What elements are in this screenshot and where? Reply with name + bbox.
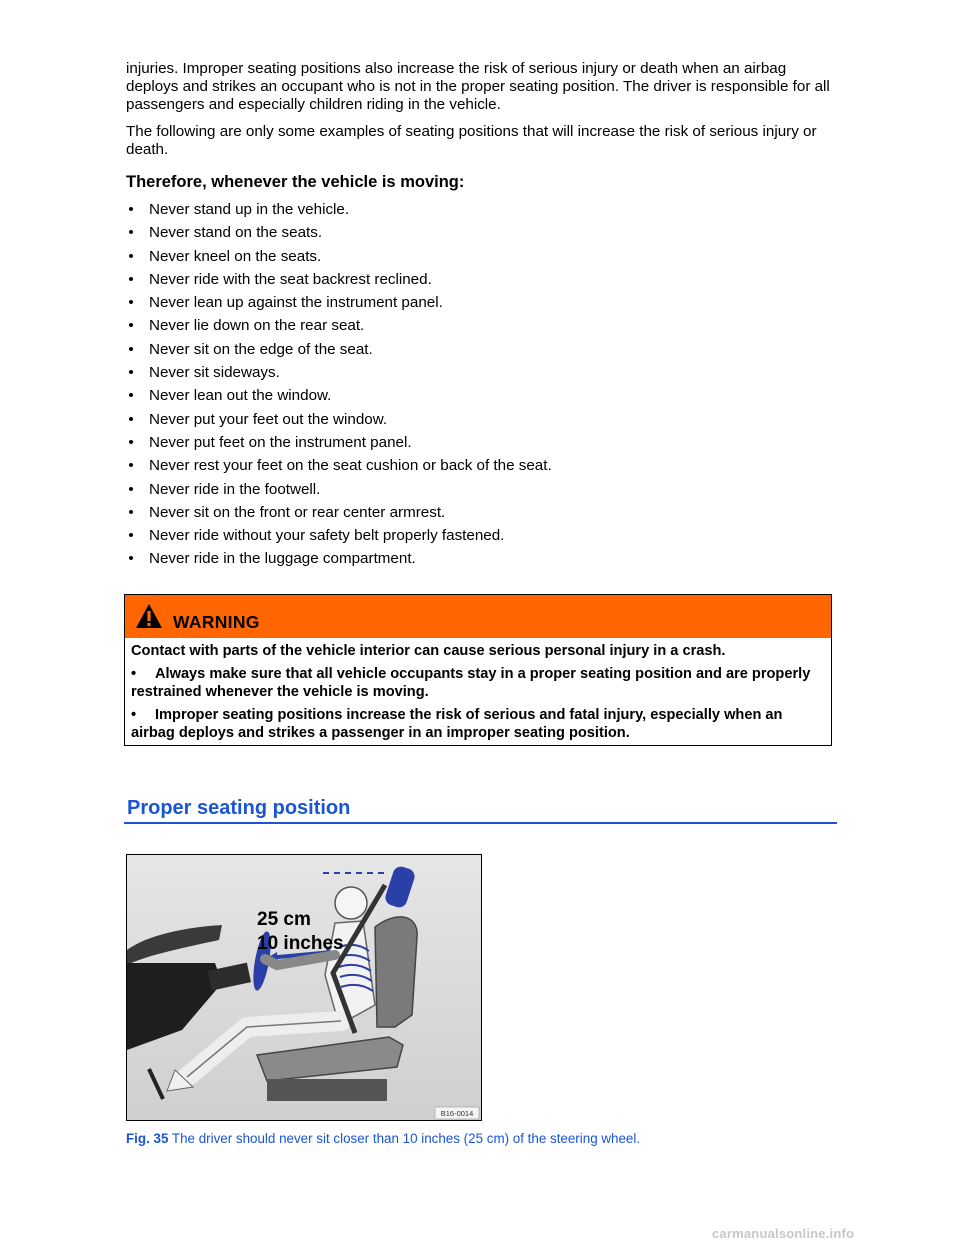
warning-triangle-icon xyxy=(135,603,163,629)
bullet-text: Never sit on the edge of the seat. xyxy=(149,340,373,358)
warning-box xyxy=(124,594,832,746)
caption-text: The driver should never sit closer than 10 inches (25 cm) of the steering wheel. xyxy=(168,1131,641,1146)
footer-watermark: carmanualsonline.info xyxy=(712,1226,855,1241)
bullet-item xyxy=(126,201,552,224)
bullet-text: Never ride without your safety belt properly fastened. xyxy=(149,527,505,545)
bullet-item xyxy=(126,294,552,317)
figure-caption xyxy=(126,1131,640,1146)
bullet-char: • xyxy=(128,247,134,265)
bullet-char: • xyxy=(131,707,137,723)
bullet-text: Never sit sideways. xyxy=(149,364,280,382)
bullet-char: • xyxy=(128,480,134,498)
seat-backrest xyxy=(375,917,417,1027)
caption-label: Fig. 35 xyxy=(126,1131,169,1146)
warning-item: • Always make sure that all vehicle occupants stay in a proper seating position and are properly restrained whenever the vehicle is moving. xyxy=(131,666,811,700)
bullet-item xyxy=(126,341,552,364)
bullet-char: • xyxy=(128,340,134,358)
bullet-item xyxy=(126,411,552,434)
warning-title: WARNING xyxy=(173,612,260,632)
bullet-char: • xyxy=(128,224,134,242)
bullet-char: • xyxy=(128,270,134,288)
bullet-text: Never kneel on the seats. xyxy=(149,247,322,265)
warning-body xyxy=(125,638,831,742)
occupant-head xyxy=(335,887,367,919)
bullet-char: • xyxy=(128,317,134,335)
bullet-char: • xyxy=(128,201,134,218)
bullet-item xyxy=(126,317,552,340)
warning-item: • Improper seating positions increase the risk of serious and fatal injury, especially when an airbag deploys and strikes a passenger in an improper seating position. xyxy=(131,707,783,741)
intro-paragraph-2: The following are only some examples of seating positions that will increase the risk of serious injury or death. xyxy=(126,123,817,158)
label-inches: 10 inches xyxy=(257,933,344,954)
section-rule xyxy=(124,822,837,824)
bullet-text: Never lean out the window. xyxy=(149,387,332,405)
label-cm: 25 cm xyxy=(257,909,311,930)
bullet-item xyxy=(126,550,552,573)
bullet-item xyxy=(126,457,552,480)
bullet-item xyxy=(126,481,552,504)
bullet-char: • xyxy=(128,503,134,521)
bullet-char: • xyxy=(128,364,134,382)
seating-diagram xyxy=(127,855,482,1121)
intro-paragraph-1: injuries. Improper seating positions also increase the risk of serious injury or death when an airbag deploys and strikes an occupant who is not in the proper seating position. The driver is responsible for all passengers and especially children riding in the vehicle. xyxy=(126,60,830,113)
bullet-char: • xyxy=(131,666,137,682)
bullet-text: Never stand on the seats. xyxy=(149,224,323,242)
figure-seating-illustration xyxy=(126,854,482,1121)
bullet-text: Never sit on the front or rear center armrest. xyxy=(149,503,446,521)
bullet-item xyxy=(126,387,552,410)
bullet-list xyxy=(126,201,552,574)
warning-header xyxy=(125,595,831,638)
bullet-char: • xyxy=(128,527,134,545)
bullet-char: • xyxy=(128,550,134,568)
bullet-text: Never put your feet out the window. xyxy=(149,410,388,428)
subheading: Therefore, whenever the vehicle is moving: xyxy=(126,173,465,191)
bullet-item xyxy=(126,248,552,271)
bullet-item xyxy=(126,434,552,457)
bullet-item xyxy=(126,224,552,247)
warning-intro: Contact with parts of the vehicle interior can cause serious personal injury in a crash. xyxy=(131,643,726,659)
bullet-text: Never ride with the seat backrest reclined. xyxy=(149,270,432,288)
bullet-text: Never put feet on the instrument panel. xyxy=(149,433,412,451)
figure-code: B16-0014 xyxy=(440,1109,474,1118)
bullet-text: Never ride in the luggage compartment. xyxy=(149,550,416,568)
section-title: Proper seating position xyxy=(127,797,351,819)
bullet-char: • xyxy=(128,387,134,405)
bullet-text: Never lie down on the rear seat. xyxy=(149,317,365,335)
bullet-char: • xyxy=(128,410,134,428)
bullet-item xyxy=(126,271,552,294)
bullet-char: • xyxy=(128,294,134,312)
bullet-item xyxy=(126,504,552,527)
bullet-text: Never rest your feet on the seat cushion or back of the seat. xyxy=(149,457,552,475)
bullet-item xyxy=(126,364,552,387)
bullet-char: • xyxy=(128,433,134,451)
bullet-text: Never stand up in the vehicle. xyxy=(149,201,350,218)
bullet-item xyxy=(126,527,552,550)
bullet-text: Never lean up against the instrument panel. xyxy=(149,294,443,312)
seat-base xyxy=(267,1079,387,1101)
bullet-char: • xyxy=(128,457,134,475)
bullet-text: Never ride in the footwell. xyxy=(149,480,321,498)
